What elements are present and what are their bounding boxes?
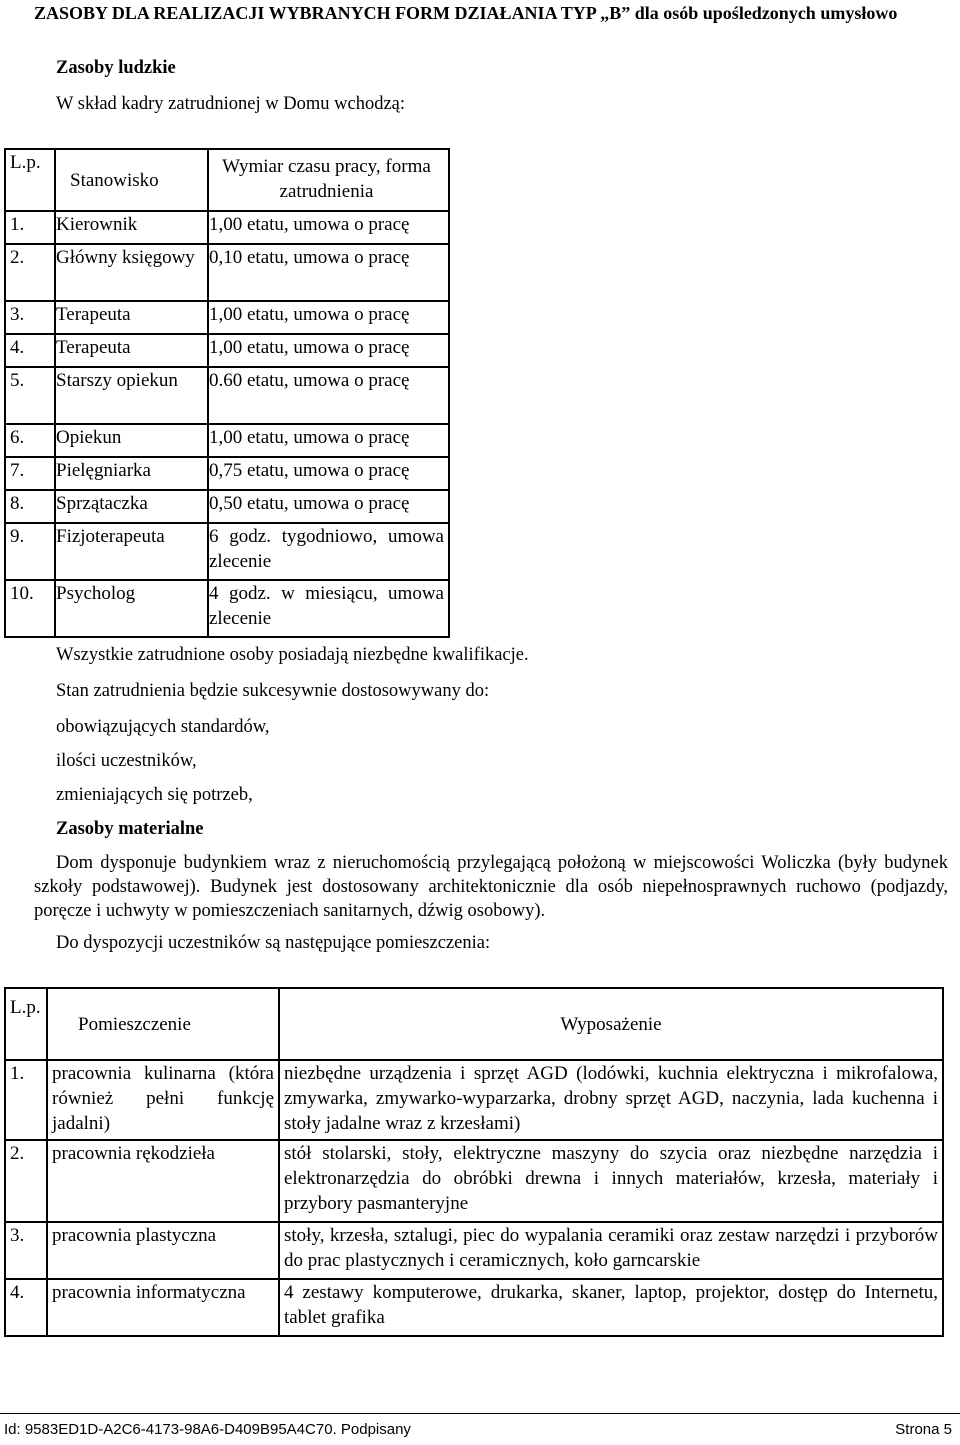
row-position: Terapeuta bbox=[55, 301, 208, 334]
footer-divider bbox=[0, 1413, 960, 1414]
row-lp: 3. bbox=[5, 301, 55, 334]
table-row bbox=[5, 424, 449, 457]
row-position: Kierownik bbox=[55, 211, 208, 244]
row-equipment: niezbędne urządzenia i sprzęt AGD (lodówki, kuchnia elektryczna i mikrofalowa, zmywarka, zmywarko-wyparzarka, drobny sprzęt AGD, naczynia, lada kuchenna i stoły jadalne wraz z krzesłami) bbox=[279, 1060, 943, 1140]
staff-intro: W skład kadry zatrudnionej w Domu wchodzą: bbox=[56, 94, 406, 114]
table-row bbox=[5, 490, 449, 523]
page-title: ZASOBY DLA REALIZACJI WYBRANYCH FORM DZIAŁANIA TYP „B” dla osób upośledzonych umysłowo bbox=[34, 3, 898, 23]
header-equipment: Wyposażenie bbox=[279, 988, 943, 1060]
table-row bbox=[5, 457, 449, 490]
material-heading: Zasoby materialne bbox=[56, 819, 204, 839]
row-equipment: 4 zestawy komputerowe, drukarka, skaner, laptop, projektor, dostęp do Internetu, tablet grafika bbox=[279, 1279, 943, 1336]
material-text: Dom dysponuje budynkiem wraz z nieruchomością przylegającą położoną w miejscowości Woliczka (były budynek szkoły podstawowej). Budynek jest dostosowany architektonicznie dla osób niepełnosprawnych ruchowo (podjazdy, poręcze i uchwyty w pomieszczeniach sanitarnych, dźwig osobowy). bbox=[34, 853, 948, 921]
row-lp: 4. bbox=[5, 334, 55, 367]
table-row bbox=[5, 1140, 943, 1222]
row-lp: 2. bbox=[5, 244, 55, 301]
row-equipment: stoły, krzesła, sztalugi, piec do wypalania ceramiki oraz zestaw narzędzi i przyborów do prac plastycznych i ceramicznych, koło garncarskie bbox=[279, 1222, 943, 1279]
adjust-item: obowiązujących standardów, bbox=[56, 717, 270, 737]
header-lp: L.p. bbox=[5, 988, 47, 1060]
row-time: 1,00 etatu, umowa o pracę bbox=[208, 424, 449, 457]
adjust-item: zmieniających się potrzeb, bbox=[56, 785, 253, 805]
row-lp: 2. bbox=[5, 1140, 47, 1222]
row-time: 4 godz. w miesiącu, umowa zlecenie bbox=[208, 580, 449, 637]
row-time: 1,00 etatu, umowa o pracę bbox=[208, 211, 449, 244]
row-lp: 10. bbox=[5, 580, 55, 637]
row-position: Pielęgniarka bbox=[55, 457, 208, 490]
table-row bbox=[5, 523, 449, 580]
row-lp: 7. bbox=[5, 457, 55, 490]
row-lp: 9. bbox=[5, 523, 55, 580]
row-lp: 6. bbox=[5, 424, 55, 457]
row-position: Opiekun bbox=[55, 424, 208, 457]
row-position: Starszy opiekun bbox=[55, 367, 208, 424]
row-position: Terapeuta bbox=[55, 334, 208, 367]
table-row bbox=[5, 367, 449, 424]
row-time: 0,50 etatu, umowa o pracę bbox=[208, 490, 449, 523]
row-room: pracownia rękodzieła bbox=[47, 1140, 279, 1222]
row-lp: 5. bbox=[5, 367, 55, 424]
table-row bbox=[5, 334, 449, 367]
row-time: 6 godz. tygodniowo, umowa zlecenie bbox=[208, 523, 449, 580]
row-equipment: stół stolarski, stoły, elektryczne maszyny do szycia oraz niezbędne narzędzia i elektronarzędzia do obróbki drewna i innych materiałów, krzesła, materiały i przybory pasmanteryjne bbox=[279, 1140, 943, 1222]
table-row bbox=[5, 211, 449, 244]
staff-heading: Zasoby ludzkie bbox=[56, 58, 176, 78]
row-position: Sprzątaczka bbox=[55, 490, 208, 523]
row-time: 1,00 etatu, umowa o pracę bbox=[208, 301, 449, 334]
row-room: pracownia informatyczna bbox=[47, 1279, 279, 1336]
header-time: Wymiar czasu pracy, forma zatrudnienia bbox=[208, 149, 449, 211]
staff-table-header bbox=[5, 149, 449, 211]
row-lp: 1. bbox=[5, 1060, 47, 1140]
row-position: Fizjoterapeuta bbox=[55, 523, 208, 580]
row-room: pracownia kulinarna (która również pełni funkcję jadalni) bbox=[47, 1060, 279, 1140]
rooms-table bbox=[4, 987, 944, 1337]
header-position: Stanowisko bbox=[55, 149, 208, 211]
header-room: Pomieszczenie bbox=[47, 988, 279, 1060]
row-room: pracownia plastyczna bbox=[47, 1222, 279, 1279]
footer-document-id: Id: 9583ED1D-A2C6-4173-98A6-D409B95A4C70. Podpisany bbox=[4, 1421, 411, 1438]
row-time: 1,00 etatu, umowa o pracę bbox=[208, 334, 449, 367]
row-time: 0.60 etatu, umowa o pracę bbox=[208, 367, 449, 424]
table-row bbox=[5, 244, 449, 301]
adjust-intro: Stan zatrudnienia będzie sukcesywnie dostosowywany do: bbox=[56, 681, 490, 701]
row-lp: 4. bbox=[5, 1279, 47, 1336]
row-lp: 1. bbox=[5, 211, 55, 244]
header-lp: L.p. bbox=[5, 149, 55, 211]
row-time: 0,75 etatu, umowa o pracę bbox=[208, 457, 449, 490]
adjust-item: ilości uczestników, bbox=[56, 751, 197, 771]
table-row bbox=[5, 301, 449, 334]
row-position: Główny księgowy bbox=[55, 244, 208, 301]
table-row bbox=[5, 1222, 943, 1279]
row-position: Psycholog bbox=[55, 580, 208, 637]
footer-page-number: Strona 5 bbox=[895, 1421, 952, 1438]
rooms-intro: Do dyspozycji uczestników są następujące pomieszczenia: bbox=[56, 933, 491, 953]
rooms-table-header bbox=[5, 988, 943, 1060]
table-row bbox=[5, 1279, 943, 1336]
table-row bbox=[5, 580, 449, 637]
row-time: 0,10 etatu, umowa o pracę bbox=[208, 244, 449, 301]
table-row bbox=[5, 1060, 943, 1140]
qualifications-text: Wszystkie zatrudnione osoby posiadają niezbędne kwalifikacje. bbox=[56, 645, 529, 665]
row-lp: 8. bbox=[5, 490, 55, 523]
row-lp: 3. bbox=[5, 1222, 47, 1279]
staff-table bbox=[4, 148, 450, 638]
